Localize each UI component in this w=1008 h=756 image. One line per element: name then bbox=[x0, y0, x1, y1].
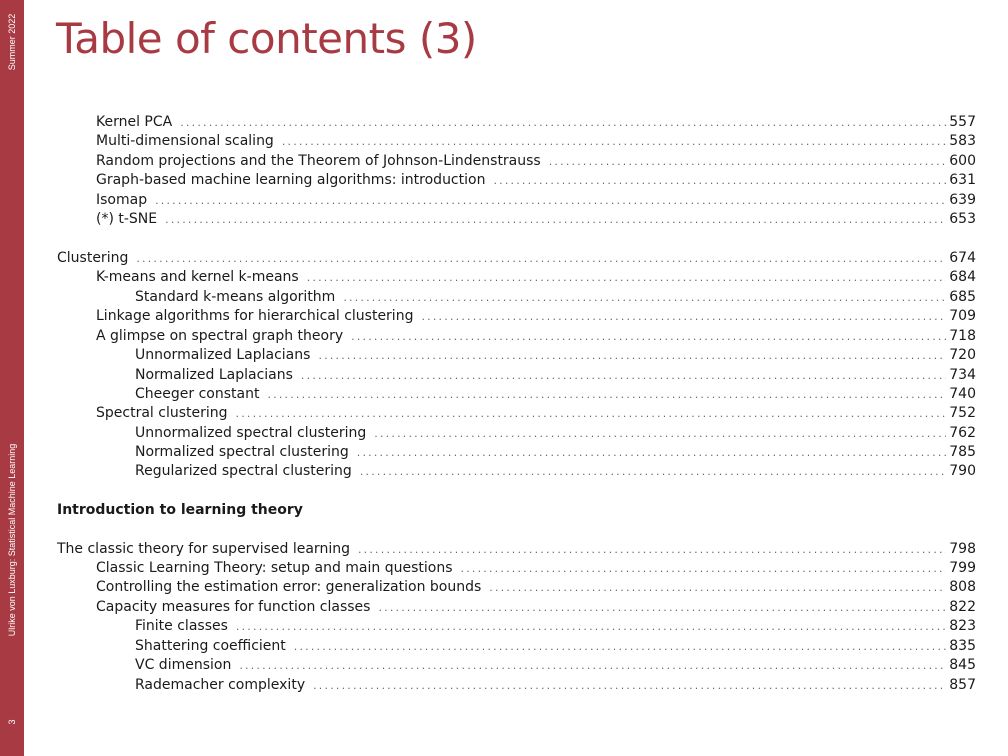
toc-entry[interactable] bbox=[96, 190, 976, 210]
toc-entry[interactable] bbox=[57, 248, 976, 268]
sidebar-date: Summer 2022 bbox=[7, 13, 17, 71]
dot-leader bbox=[180, 113, 946, 133]
dot-leader bbox=[493, 171, 946, 191]
dot-leader bbox=[301, 366, 946, 386]
toc-entry-label: The classic theory for supervised learning bbox=[57, 541, 350, 557]
toc-entry-label: Regularized spectral clustering bbox=[135, 463, 352, 479]
toc-entry[interactable] bbox=[135, 461, 976, 481]
sidebar-footer: Ulrike von Luxburg: Statistical Machine Learning bbox=[7, 443, 17, 637]
toc-entry-page: 845 bbox=[949, 657, 976, 673]
toc-entry[interactable] bbox=[135, 675, 976, 695]
toc-entry[interactable] bbox=[135, 442, 976, 462]
toc-entry-label: Kernel PCA bbox=[96, 114, 173, 130]
toc-entry-label: K-means and kernel k-means bbox=[96, 269, 299, 285]
dot-leader bbox=[358, 540, 946, 560]
toc-entry-label: Standard k-means algorithm bbox=[135, 289, 336, 305]
toc-entry[interactable] bbox=[135, 345, 976, 365]
dot-leader bbox=[374, 424, 946, 444]
toc-entry-label: Shattering coefficient bbox=[135, 638, 286, 654]
toc-entry[interactable] bbox=[96, 151, 976, 171]
dot-leader bbox=[461, 559, 947, 579]
toc-entry-page: 835 bbox=[949, 638, 976, 654]
toc-entry[interactable] bbox=[135, 636, 976, 656]
dot-leader bbox=[239, 656, 946, 676]
toc-entry[interactable] bbox=[96, 403, 976, 423]
toc-entry-page: 674 bbox=[949, 250, 976, 266]
toc-entry-page: 709 bbox=[949, 308, 976, 324]
dot-leader bbox=[343, 288, 946, 308]
dot-leader bbox=[267, 385, 946, 405]
toc-entry[interactable] bbox=[96, 326, 976, 346]
dot-leader bbox=[378, 598, 946, 618]
toc-entry-page: 740 bbox=[949, 386, 976, 402]
toc-entry-label: Linkage algorithms for hierarchical clustering bbox=[96, 308, 414, 324]
toc-entry[interactable] bbox=[135, 616, 976, 636]
page-title: Table of contents (3) bbox=[56, 14, 477, 63]
toc-entry[interactable] bbox=[96, 306, 976, 326]
toc-entry-page: 631 bbox=[949, 172, 976, 188]
section-heading[interactable]: Introduction to learning theory bbox=[57, 502, 303, 518]
toc-entry-page: 557 bbox=[949, 114, 976, 130]
dot-leader bbox=[549, 152, 947, 172]
toc-entry-page: 823 bbox=[949, 618, 976, 634]
toc-entry-page: 752 bbox=[949, 405, 976, 421]
toc-entry-label: Finite classes bbox=[135, 618, 228, 634]
dot-leader bbox=[421, 307, 946, 327]
toc-entry[interactable] bbox=[96, 267, 976, 287]
toc-entry-label: Unnormalized spectral clustering bbox=[135, 425, 367, 441]
toc-entry-label: Controlling the estimation error: generalization bounds bbox=[96, 579, 482, 595]
toc-entry[interactable] bbox=[96, 170, 976, 190]
toc-entry-label: Unnormalized Laplacians bbox=[135, 347, 311, 363]
toc-entry[interactable] bbox=[57, 539, 976, 559]
toc-entry-page: 583 bbox=[949, 133, 976, 149]
toc-entry[interactable] bbox=[96, 597, 976, 617]
toc-entry-page: 734 bbox=[949, 367, 976, 383]
toc-entry[interactable] bbox=[96, 558, 976, 578]
dot-leader bbox=[165, 210, 946, 230]
toc-entry-label: Capacity measures for function classes bbox=[96, 599, 371, 615]
dot-leader bbox=[351, 327, 946, 347]
toc-entry[interactable] bbox=[96, 209, 976, 229]
toc-entry-page: 798 bbox=[949, 541, 976, 557]
toc-entry-label: VC dimension bbox=[135, 657, 232, 673]
toc-entry[interactable] bbox=[135, 423, 976, 443]
dot-leader bbox=[294, 637, 947, 657]
toc-entry-label: Multi-dimensional scaling bbox=[96, 133, 274, 149]
toc-entry-page: 653 bbox=[949, 211, 976, 227]
toc-entry[interactable] bbox=[135, 384, 976, 404]
toc-entry-label: (*) t-SNE bbox=[96, 211, 158, 227]
toc-entry-label: Random projections and the Theorem of Johnson-Lindenstrauss bbox=[96, 153, 541, 169]
toc-entry-page: 685 bbox=[949, 289, 976, 305]
dot-leader bbox=[155, 191, 946, 211]
toc-entry-label: Normalized Laplacians bbox=[135, 367, 293, 383]
dot-leader bbox=[360, 462, 946, 482]
dot-leader bbox=[236, 617, 946, 637]
toc-entry-page: 639 bbox=[949, 192, 976, 208]
toc-entry-page: 785 bbox=[949, 444, 976, 460]
dot-leader bbox=[357, 443, 947, 463]
toc-entry-page: 718 bbox=[949, 328, 976, 344]
toc-entry[interactable] bbox=[135, 655, 976, 675]
toc-entry[interactable] bbox=[96, 112, 976, 132]
dot-leader bbox=[236, 404, 947, 424]
toc-entry-page: 720 bbox=[949, 347, 976, 363]
toc-entry-label: Graph-based machine learning algorithms: introduction bbox=[96, 172, 486, 188]
sidebar-page-number: 3 bbox=[7, 719, 17, 725]
toc-entry-label: Spectral clustering bbox=[96, 405, 228, 421]
toc-entry[interactable] bbox=[135, 365, 976, 385]
toc-entry-page: 684 bbox=[949, 269, 976, 285]
toc-entry-page: 790 bbox=[949, 463, 976, 479]
dot-leader bbox=[136, 249, 946, 269]
toc-entry[interactable] bbox=[96, 131, 976, 151]
toc-entry-page: 799 bbox=[949, 560, 976, 576]
toc-entry[interactable] bbox=[135, 287, 976, 307]
toc-entry-page: 808 bbox=[949, 579, 976, 595]
toc-entry-label: A glimpse on spectral graph theory bbox=[96, 328, 344, 344]
toc-entry-label: Clustering bbox=[57, 250, 129, 266]
toc-entry-label: Rademacher complexity bbox=[135, 677, 306, 693]
toc-entry-page: 600 bbox=[949, 153, 976, 169]
toc-entry-label: Cheeger constant bbox=[135, 386, 260, 402]
toc-entry-page: 822 bbox=[949, 599, 976, 615]
dot-leader bbox=[489, 578, 946, 598]
toc-entry-page: 762 bbox=[949, 425, 976, 441]
toc-entry-label: Classic Learning Theory: setup and main questions bbox=[96, 560, 453, 576]
dot-leader bbox=[282, 132, 946, 152]
toc-entry[interactable] bbox=[96, 577, 976, 597]
dot-leader bbox=[307, 268, 947, 288]
dot-leader bbox=[313, 676, 946, 696]
dot-leader bbox=[318, 346, 946, 366]
toc-entry-page: 857 bbox=[949, 677, 976, 693]
toc-entry-label: Isomap bbox=[96, 192, 148, 208]
toc-entry-label: Normalized spectral clustering bbox=[135, 444, 349, 460]
